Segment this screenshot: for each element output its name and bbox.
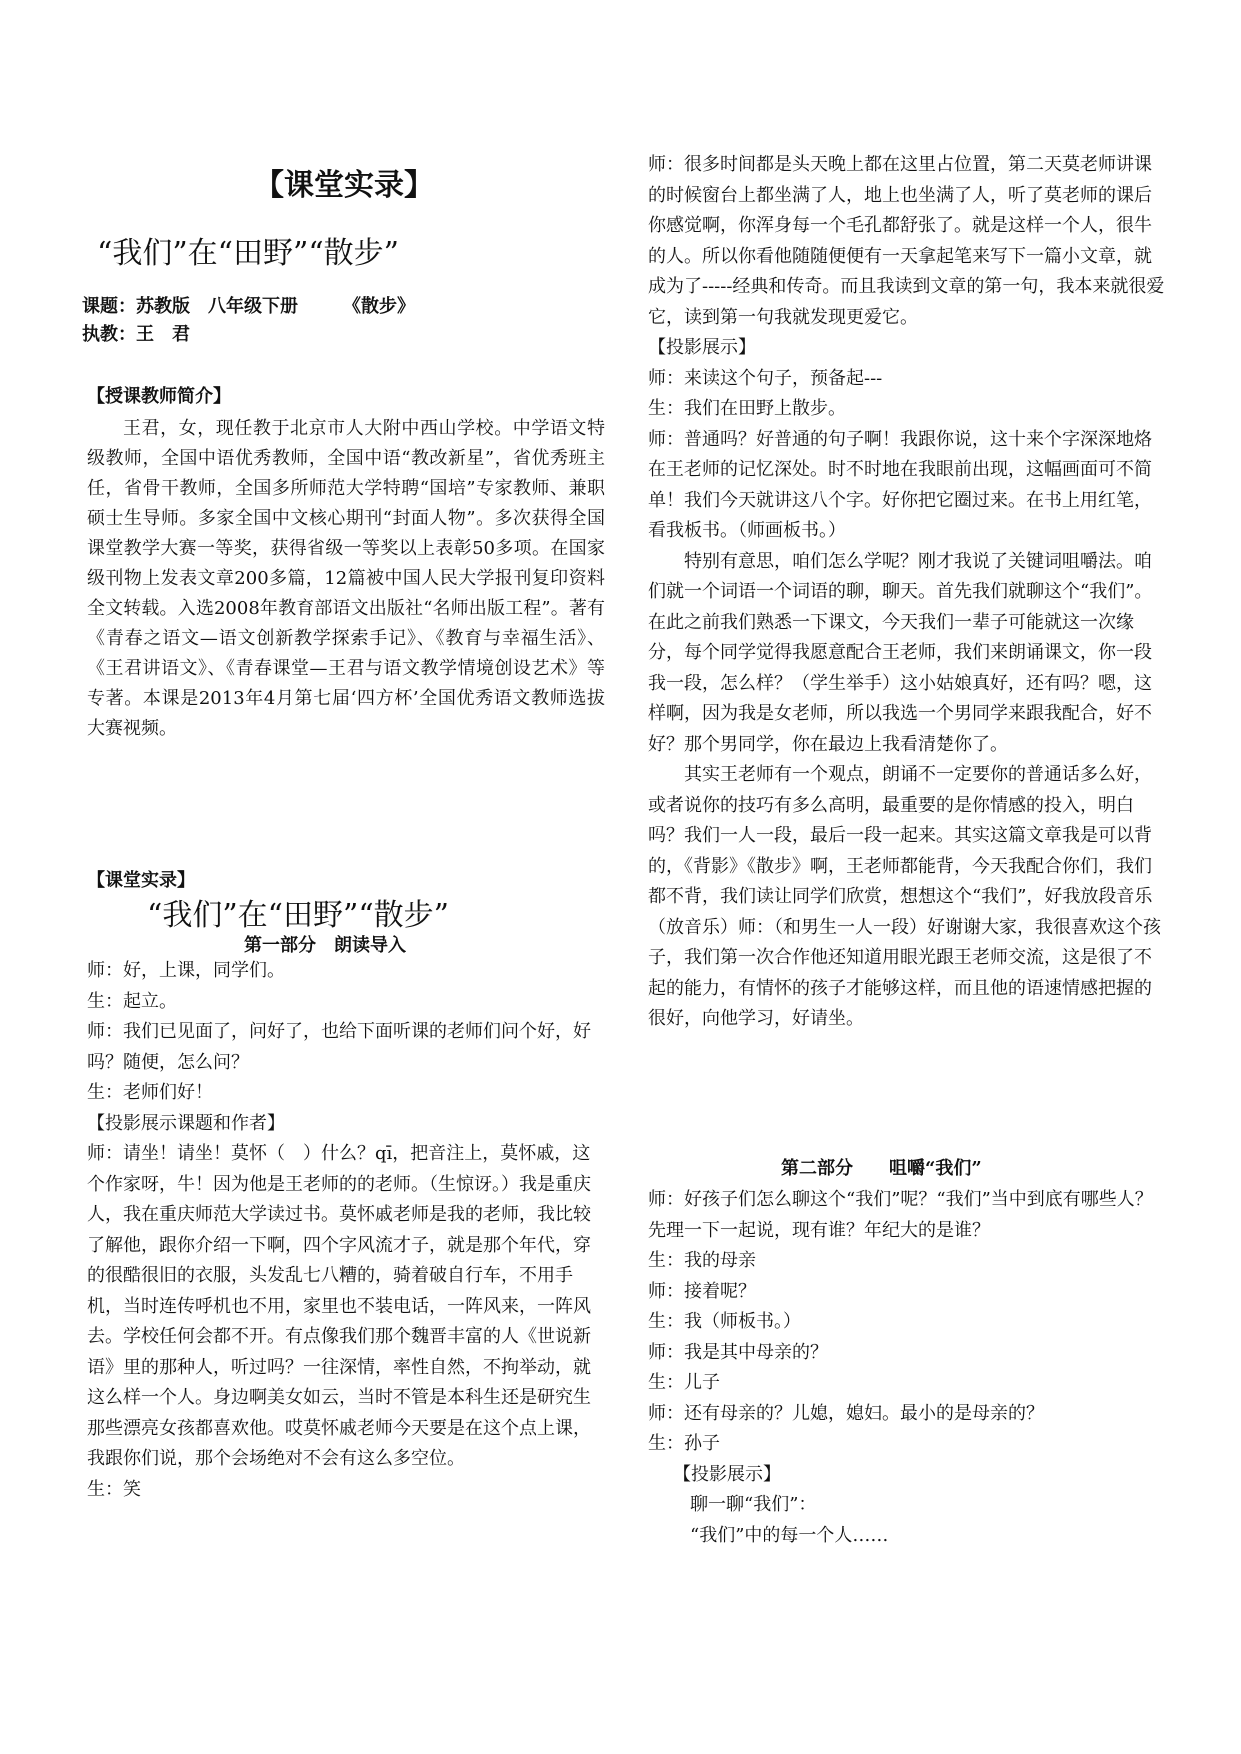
document-title: 【课堂实录】 <box>254 168 434 203</box>
dialogue-line: 生：儿子 <box>648 1372 720 1393</box>
dialogue-line: 师：普通吗？好普通的句子啊！我跟你说，这十来个字深深地烙在王老师的记忆深处。时不时地在我眼前出现，这幅画面可不简单！我们今天就讲这八个字。好你把它圈过来。在书上用红笔，看我板书。（师画板书。） <box>648 428 1152 541</box>
dialogue-line: 师：好孩子们怎么聊这个“我们”呢？“我们”当中到底有哪些人？先理一下一起说，现有谁？年纪大的是谁？ <box>648 1189 1153 1241</box>
part-two-heading: 第二部分 咀嚼“我们” <box>781 1158 982 1179</box>
document-subtitle: “我们”在“田野”“散步” <box>97 236 400 271</box>
projection-note: 【投影展示】 <box>673 1463 781 1485</box>
left-column <box>82 0 607 1754</box>
dialogue-line: 师：接着呢？ <box>648 1280 756 1302</box>
dialogue-line: 师：请坐！请坐！莫怀（ ）什么？qī，把音注上，莫怀戚，这个作家呀，牛！因为他是王老师的的老师。（生惊讶。）我是重庆人，我在重庆师范大学读过书。莫怀戚老师是我的老师，我比较了解他，跟你介绍一下啊，四个字风流才子，就是那个年代，穿的很酷很旧的衣服，头发乱七八糟的，骑着破自行车，不用手机，当时连传呼机也不用，家里也不装电话，一阵风来，一阵风去。学校任何会都不开。有点像我们那个魏晋丰富的人《世说新语》里的那种人，听过吗？一往深情，率性自然，不拘举动，就这么样一个人。身边啊美女如云，当时不管是本科生还是研究生那些漂亮女孩都喜欢他。哎莫怀戚老师今天要是在这个点上课，我跟你们说，那个会场绝对不会有这么多空位。 <box>87 1143 591 1469</box>
course-line: 课题：苏教版 八年级下册 《散步》 <box>82 296 415 317</box>
record-title: “我们”在“田野”“散步” <box>147 898 450 933</box>
projection-note: 【投影展示课题和作者】 <box>87 1112 285 1134</box>
intro-heading: 【授课教师简介】 <box>87 386 231 407</box>
dialogue-line: 师：来读这个句子，预备起--- <box>648 367 883 389</box>
dialogue-line: 师：我是其中母亲的？ <box>648 1341 828 1363</box>
dialogue-line: 生：笑 <box>87 1478 141 1500</box>
right-column <box>648 0 1168 1754</box>
dialogue-line: 生：我的母亲 <box>648 1250 756 1271</box>
dialogue-line: 师：还有母亲的？儿媳，媳妇。最小的是母亲的？ <box>648 1402 1044 1424</box>
teacher-intro-paragraph: 王君，女，现任教于北京市人大附中西山学校。中学语文特级教师，全国中语优秀教师，全国中语“教改新星”，省优秀班主任，省骨干教师，全国多所师范大学特聘“国培”专家教师、兼职硕士生导师。多家全国中文核心期刊“封面人物”。多次获得全国课堂教学大赛一等奖，获得省级一等奖以上表彰50多项。在国家级刊物上发表文章200多篇，12篇被中国人民大学报刊复印资料全文转载。入选2008年教育部语文出版社“名师出版工程”。著有《青春之语文—语文创新教学探索手记》、《教育与幸福生活》、《王君讲语文》、《青春课堂—王君与语文教学情境创设艺术》等专著。本课是2013年4月第七届‘四方杯’全国优秀语文教师选拔大赛视频。 <box>87 418 605 739</box>
right-dialogue-upper <box>648 150 1168 1035</box>
dialogue-line: 生：我们在田野上散步。 <box>648 398 846 419</box>
record-heading: 【课堂实录】 <box>87 870 195 891</box>
projection-line: 聊一聊“我们”： <box>690 1494 817 1515</box>
part-one-heading: 第一部分 朗读导入 <box>244 935 406 956</box>
dialogue-line: 生：老师们好！ <box>87 1082 213 1103</box>
projection-line: “我们”中的每一个人…… <box>690 1524 889 1546</box>
dialogue-line: 生：孙子 <box>648 1433 720 1454</box>
right-dialogue-lower <box>648 1185 1168 1551</box>
narrative-paragraph: 其实王老师有一个观点，朗诵不一定要你的普通话多么好，或者说你的技巧有多么高明，最重要的是你情感的投入，明白吗？我们一人一段，最后一段一起来。其实这篇文章我是可以背的，《背影》《散步》啊，王老师都能背，今天我配合你们，我们都不背，我们读让同学们欣赏，想想这个“我们”，好我放段音乐（放音乐）师：（和男生一人一段）好谢谢大家，我很喜欢这个孩子，我们第一次合作他还知道用眼光跟王老师交流，这是很了不起的能力，有情怀的孩子才能够这样，而且他的语速情感把握的很好，向他学习，好请坐。 <box>648 764 1161 1029</box>
narrative-paragraph: 特别有意思，咱们怎么学呢？刚才我说了关键词咀嚼法。咱们就一个词语一个词语的聊，聊天。首先我们就聊这个“我们”。在此之前我们熟悉一下课文，今天我们一辈子可能就这一次缘分，每个同学觉得我愿意配合王老师，我们来朗诵课文，你一段我一段，怎么样？（学生举手）这小姑娘真好，还有吗？嗯，这样啊，因为我是女老师，所以我选一个男同学来跟我配合，好不好？那个男同学，你在最边上我看清楚你了。 <box>648 550 1153 755</box>
dialogue-line: 生：起立。 <box>87 990 177 1012</box>
left-dialogue <box>87 956 607 1505</box>
teacher-line: 执教：王 君 <box>82 324 190 345</box>
dialogue-line: 生：我（师板书。） <box>648 1311 801 1332</box>
projection-note: 【投影展示】 <box>648 337 756 358</box>
dialogue-line: 师：很多时间都是头天晚上都在这里占位置，第二天莫老师讲课的时候窗台上都坐满了人，地上也坐满了人，听了莫老师的课后你感觉啊，你浑身每一个毛孔都舒张了。就是这样一个人，很牛的人。所以你看他随随便便有一天拿起笔来写下一篇小文章，就成为了-----经典和传奇。而且我读到文章的第一句，我本来就很爱它，读到第一句我就发现更爱它。 <box>648 154 1165 328</box>
dialogue-line: 师：好，上课，同学们。 <box>87 960 285 981</box>
dialogue-line: 师：我们已见面了，问好了，也给下面听课的老师们问个好，好吗？随便，怎么问？ <box>87 1021 591 1073</box>
